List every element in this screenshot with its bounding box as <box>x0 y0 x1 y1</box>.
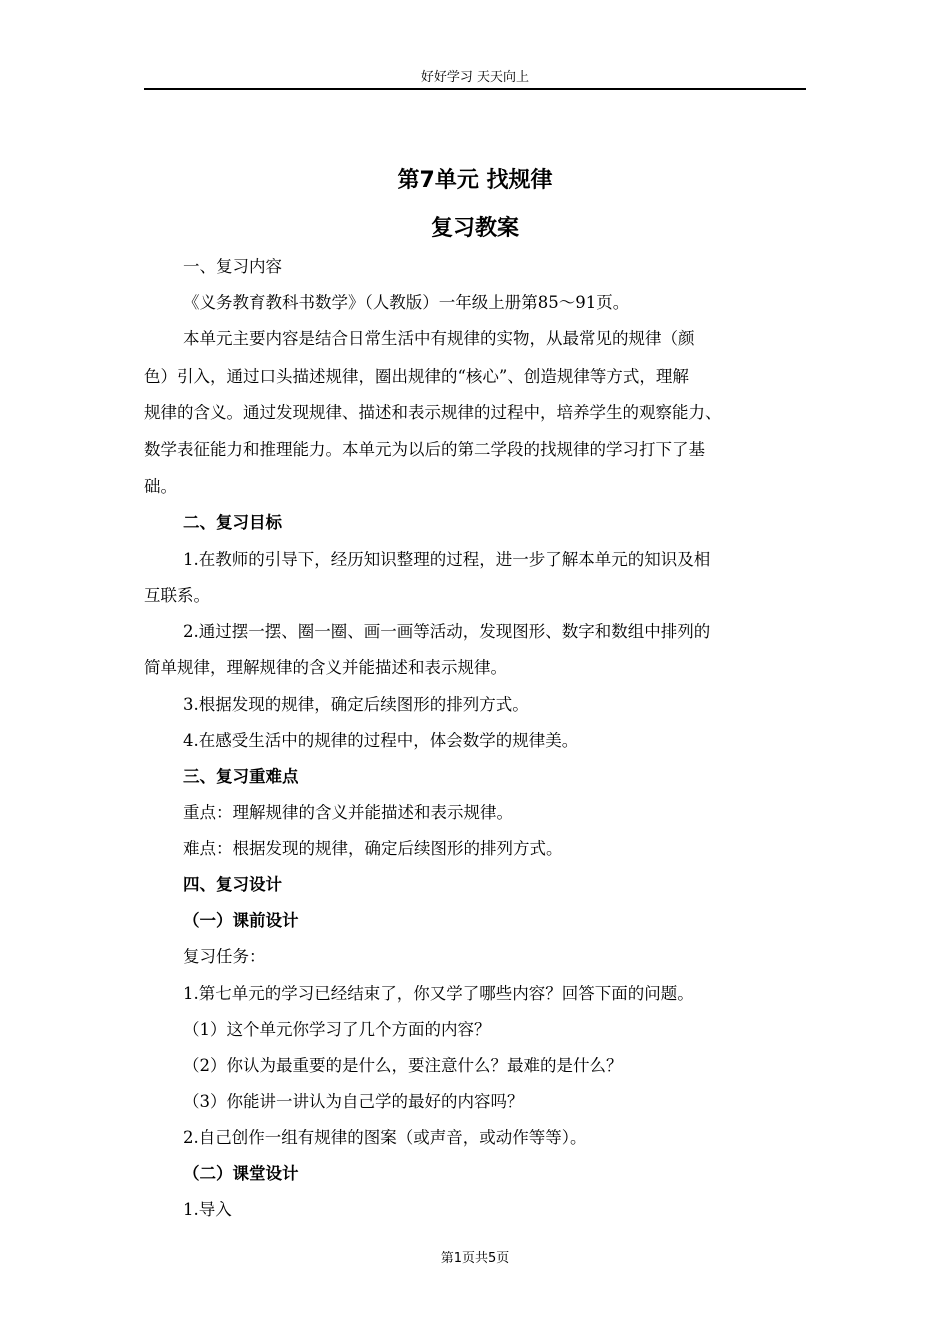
paragraph-line: 数学表征能力和推理能力。本单元为以后的第二学段的找规律的学习打下了基 <box>144 440 705 459</box>
page-header: 好好学习 天天向上 <box>420 70 530 85</box>
paragraph-line: （2）你认为最重要的是什么，要注意什么？最难的是什么？ <box>183 1056 623 1075</box>
section-heading-key-points: 三、复习重难点 <box>183 767 299 786</box>
paragraph-line: 简单规律，理解规律的含义并能描述和表示规律。 <box>144 658 507 677</box>
section-heading-design: 四、复习设计 <box>183 875 282 894</box>
paragraph-line: 2.通过摆一摆、圈一圈、画一画等活动，发现图形、数字和数组中排列的 <box>183 622 711 641</box>
header-divider <box>144 88 806 90</box>
paragraph-line: 2.自己创作一组有规律的图案（或声音，或动作等等）。 <box>183 1128 587 1147</box>
paragraph-line: 础。 <box>144 477 177 496</box>
paragraph-line: 复习任务： <box>183 947 266 966</box>
paragraph-line: 难点：根据发现的规律，确定后续图形的排列方式。 <box>183 839 563 858</box>
paragraph-line: 《义务教育教科书数学》（人教版）一年级上册第85～91页。 <box>183 293 630 312</box>
paragraph-line: 4.在感受生活中的规律的过程中，体会数学的规律美。 <box>183 731 579 750</box>
document-title: 第7单元 找规律 <box>397 168 553 193</box>
paragraph-line: 1.导入 <box>183 1200 232 1219</box>
subsection-heading-in-class: （二）课堂设计 <box>183 1164 299 1183</box>
paragraph-line: 1.在教师的引导下，经历知识整理的过程，进一步了解本单元的知识及相 <box>183 550 711 569</box>
paragraph-line: 3.根据发现的规律，确定后续图形的排列方式。 <box>183 695 529 714</box>
section-heading-content: 一、复习内容 <box>183 257 282 276</box>
paragraph-line: 互联系。 <box>144 586 210 605</box>
section-heading-goals: 二、复习目标 <box>183 513 282 532</box>
paragraph-line: 1.第七单元的学习已经结束了，你又学了哪些内容？回答下面的问题。 <box>183 984 694 1003</box>
paragraph-line: 色）引入，通过口头描述规律，圈出规律的“核心”、创造规律等方式，理解 <box>144 367 689 386</box>
document-subtitle: 复习教案 <box>430 216 519 241</box>
paragraph-line: （3）你能讲一讲认为自己学的最好的内容吗？ <box>183 1092 524 1111</box>
paragraph-line: （1）这个单元你学习了几个方面的内容？ <box>183 1020 491 1039</box>
page-footer: 第1页共5页 <box>440 1251 510 1266</box>
paragraph-line: 规律的含义。通过发现规律、描述和表示规律的过程中，培养学生的观察能力、 <box>144 403 722 422</box>
paragraph-line: 本单元主要内容是结合日常生活中有规律的实物，从最常见的规律（颜 <box>183 329 695 348</box>
subsection-heading-pre-class: （一）课前设计 <box>183 911 299 930</box>
paragraph-line: 重点：理解规律的含义并能描述和表示规律。 <box>183 803 513 822</box>
